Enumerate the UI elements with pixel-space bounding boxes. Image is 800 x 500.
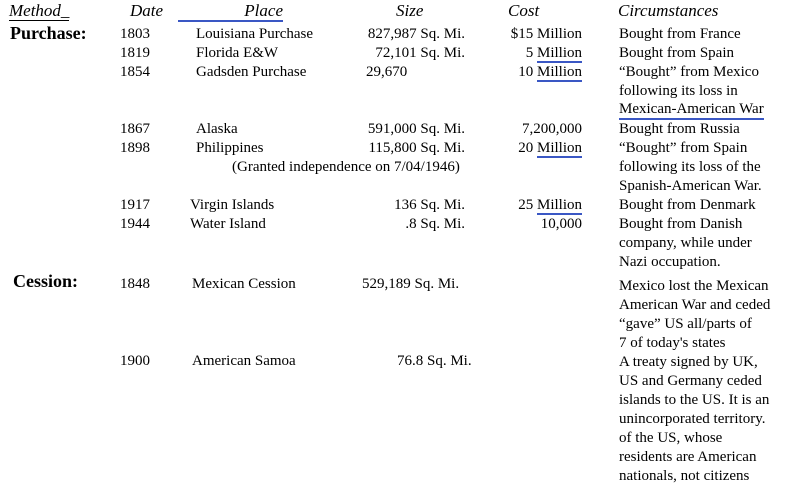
row-date: 1819 — [120, 45, 150, 61]
row-size: 591,000 Sq. Mi. — [367, 121, 465, 137]
row-circumstance: Bought from Russia — [619, 121, 740, 137]
cost-number: 10 — [518, 64, 534, 80]
section-label-purchase: Purchase: — [10, 23, 87, 43]
row-note: (Granted independence on 7/04/1946) — [232, 159, 460, 175]
row-place: Louisiana Purchase — [196, 26, 314, 42]
row-size: 115,800 Sq. Mi. — [368, 140, 465, 156]
header-circumstances: Circumstances — [618, 1, 719, 20]
row-date: 1900 — [120, 353, 150, 369]
row-cost — [480, 196, 582, 215]
row-circumstance: of the US, whose — [619, 430, 723, 446]
row-circumstance: “gave” US all/parts of — [619, 316, 752, 332]
row-circumstance: residents are American — [619, 449, 757, 465]
cost-number: 20 — [518, 140, 534, 156]
header-method: Method_ — [9, 1, 70, 20]
row-circumstance: Bought from Denmark — [619, 197, 756, 213]
row-circumstance: Mexican-American War — [619, 101, 764, 120]
row-circumstance: following its loss of the — [619, 159, 761, 175]
row-cost — [480, 63, 582, 82]
row-size: .8 Sq. Mi. — [405, 216, 465, 232]
header-place: Place — [178, 1, 283, 22]
row-circumstance: American War and ceded — [619, 297, 771, 313]
row-place: Philippines — [196, 140, 264, 156]
cost-unit: Million — [536, 140, 582, 156]
row-circumstance: Spanish-American War. — [619, 178, 762, 194]
row-size: 76.8 Sq. Mi. — [397, 353, 472, 369]
row-date: 1917 — [120, 197, 150, 213]
header-cost: Cost — [508, 1, 540, 20]
row-circumstance: nationals, not citizens — [619, 468, 750, 484]
row-size: 29,670 — [366, 64, 408, 80]
row-date: 1944 — [120, 216, 150, 232]
row-size: 72,101 Sq. Mi. — [375, 45, 465, 61]
row-date: 1867 — [120, 121, 150, 137]
row-size: 827,987 Sq. Mi. — [367, 26, 465, 42]
section-label-cession: Cession: — [13, 271, 79, 291]
row-circumstance: company, while under — [619, 235, 752, 251]
cost-number: 5 — [525, 45, 534, 61]
header-size: Size — [396, 1, 424, 20]
row-circumstance: Mexico lost the Mexican — [619, 278, 769, 294]
row-date: 1898 — [120, 140, 150, 156]
cost-unit: Million — [536, 197, 582, 213]
row-size: 136 Sq. Mi. — [394, 197, 465, 213]
row-size: 529,189 Sq. Mi. — [362, 276, 460, 292]
row-place: Alaska — [196, 121, 238, 137]
cost-number: 25 — [518, 197, 534, 213]
row-circumstance: following its loss in — [619, 83, 738, 99]
row-circumstance: Nazi occupation. — [619, 254, 721, 270]
row-cost: 10,000 — [540, 216, 582, 232]
row-place: Gadsden Purchase — [196, 64, 307, 80]
cost-unit: Million — [536, 64, 582, 80]
row-place: American Samoa — [192, 353, 296, 369]
row-circumstance: Bought from Spain — [619, 45, 734, 61]
row-cost: 7,200,000 — [522, 121, 582, 137]
row-place: Virgin Islands — [190, 197, 275, 213]
row-circumstance: 7 of today's states — [619, 335, 726, 351]
row-date: 1854 — [120, 64, 150, 80]
cost-unit: Million — [536, 45, 582, 61]
row-circumstance: islands to the US. It is an — [619, 392, 770, 408]
row-circumstance: “Bought” from Mexico — [619, 64, 759, 80]
row-circumstance: unincorporated territory. — [619, 411, 766, 427]
row-circumstance: Bought from France — [619, 26, 741, 42]
row-place: Florida E&W — [196, 45, 279, 61]
row-place: Water Island — [190, 216, 266, 232]
row-place: Mexican Cession — [192, 276, 296, 292]
row-cost — [480, 139, 582, 158]
row-circumstance: A treaty signed by UK, — [619, 354, 758, 370]
row-date: 1803 — [120, 26, 150, 42]
row-circumstance: “Bought” from Spain — [619, 140, 748, 156]
row-date: 1848 — [120, 276, 150, 292]
row-cost — [480, 44, 582, 63]
row-circumstance: US and Germany ceded — [619, 373, 762, 389]
row-circumstance: Bought from Danish — [619, 216, 743, 232]
row-cost: $15 Million — [510, 26, 582, 42]
header-date: Date — [130, 1, 164, 20]
